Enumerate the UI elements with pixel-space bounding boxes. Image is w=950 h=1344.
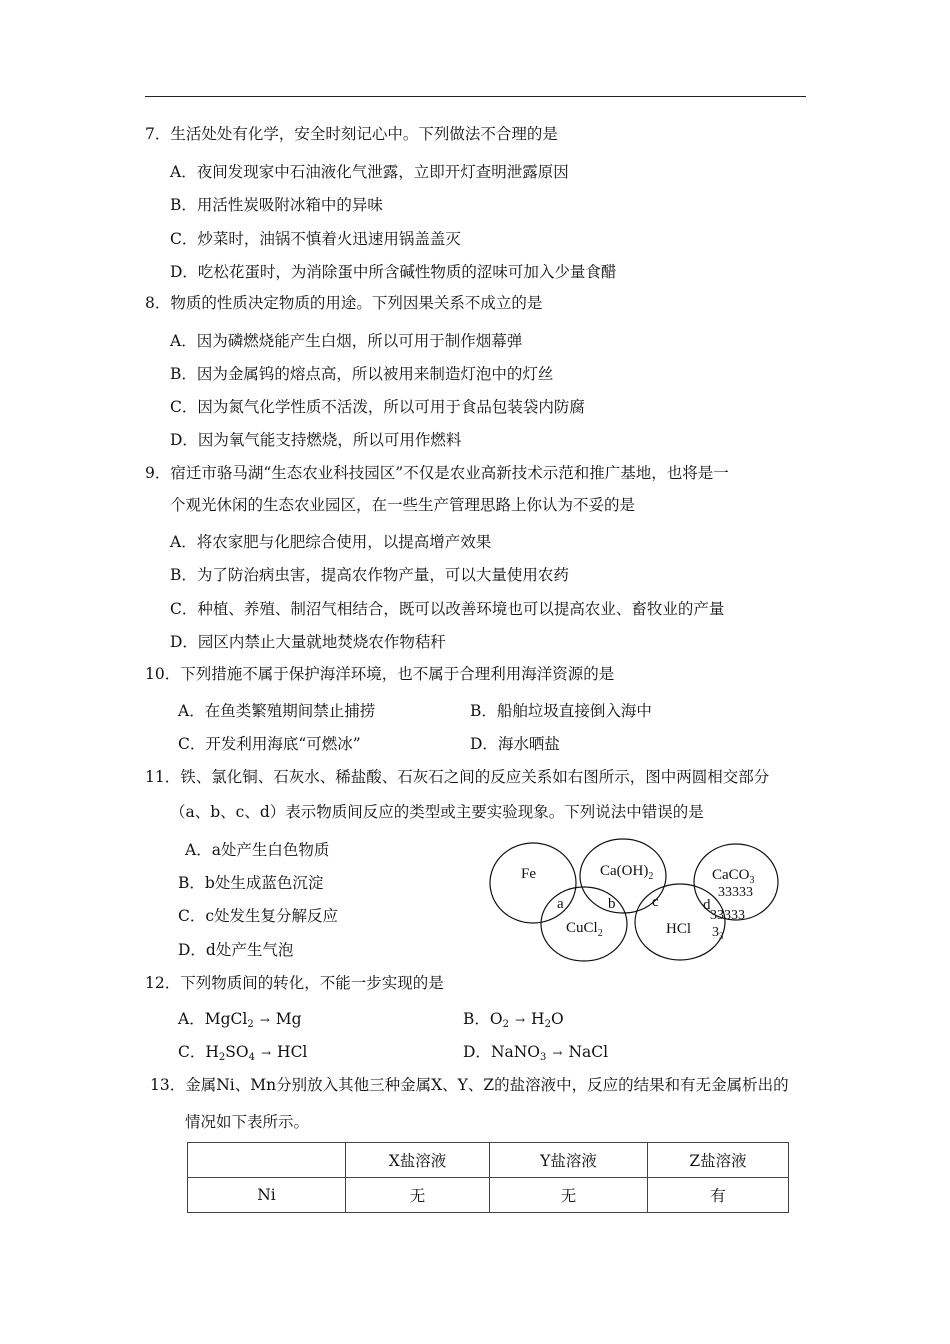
q12-option-d: D．NaNO$_3$ → NaCl [463, 1043, 609, 1063]
label-cucl2: CuCl$_2$ [566, 920, 603, 939]
label-hcl: HCl [666, 921, 692, 937]
q10-option-c: C．开发利用海底“可燃冰” [178, 735, 361, 753]
label-c: c [652, 894, 659, 910]
label-caco3-extra1: 33333 [718, 885, 753, 900]
q8-option-a: A．因为磷燃烧能产生白烟，所以可用于制作烟幕弹 [170, 332, 523, 350]
q10-stem: 10．下列措施不属于保护海洋环境，也不属于合理利用海洋资源的是 [145, 665, 615, 683]
q11-stem-line1: 11．铁、氯化铜、石灰水、稀盐酸、石灰石之间的反应关系如右图所示，图中两圆相交部分 [145, 768, 770, 786]
table-cell: Ni [188, 1178, 346, 1213]
q12-option-c: C．$H_2SO_4$ → HCl [178, 1043, 308, 1063]
arrow-icon: → [514, 1013, 526, 1027]
q11-option-b: B．b处生成蓝色沉淀 [178, 874, 324, 892]
q7-option-d: D．吃松花蛋时，为消除蛋中所含碱性物质的涩味可加入少量食醋 [170, 263, 617, 281]
label-b: b [608, 896, 616, 912]
q10-option-d: D．海水晒盐 [470, 735, 560, 753]
q11-stem-line2: （a、b、c、d）表示物质间反应的类型或主要实验现象。下列说法中错误的是 [170, 803, 704, 821]
q9-stem-line1: 9．宿迁市骆马湖“生态农业科技园区”不仅是农业高新技术示范和推广基地，也将是一 [145, 464, 729, 482]
q12-option-b: B．$O_2 \to H_2O$ [463, 1010, 564, 1030]
q9-option-c: C．种植、养殖、制沼气相结合，既可以改善环境也可以提高农业、畜牧业的产量 [170, 600, 725, 618]
q13-stem-line1: 13．金属Ni、Mn分别放入其他三种金属X、Y、Z的盐溶液中，反应的结果和有无金属析出的 [150, 1076, 789, 1094]
q8-stem: 8．物质的性质决定物质的用途。下列因果关系不成立的是 [145, 294, 543, 312]
table-header-cell: Y盐溶液 [490, 1143, 648, 1178]
q11-option-c: C．c处发生复分解反应 [178, 907, 339, 925]
q9-option-d: D．园区内禁止大量就地焚烧农作物秸秆 [170, 633, 446, 651]
q10-option-b: B．船舶垃圾直接倒入海中 [470, 702, 652, 720]
q8-option-c: C．因为氮气化学性质不活泼，所以可用于食品包装袋内防腐 [170, 398, 585, 416]
table-header-cell: X盐溶液 [346, 1143, 490, 1178]
table-header-cell: Z盐溶液 [648, 1143, 789, 1178]
label-caoh2: $Ca(OH)_2$ [600, 863, 654, 882]
reaction-circles-diagram [488, 836, 788, 964]
q8-option-b: B．因为金属钨的熔点高，所以被用来制造灯泡中的灯丝 [170, 365, 554, 383]
table-row [188, 1178, 789, 1213]
label-caco3-extra2: 33333 [710, 908, 745, 923]
label-d: d [703, 897, 711, 913]
q7-option-b: B．用活性炭吸附冰箱中的异味 [170, 196, 383, 214]
q9-option-a: A．将农家肥与化肥综合使用，以提高增产效果 [170, 533, 492, 551]
q11-option-d: D．d处产生气泡 [178, 941, 294, 959]
q9-stem-line2: 个观光休闲的生态农业园区，在一些生产管理思路上你认为不妥的是 [170, 496, 636, 514]
table-header-row [188, 1143, 789, 1178]
q13-stem-line2: 情况如下表所示。 [185, 1113, 310, 1131]
arrow-icon: → [260, 1046, 272, 1060]
label-fe: Fe [521, 866, 536, 882]
q7-option-c: C．炒菜时，油锅不慎着火迅速用锅盖盖灭 [170, 230, 461, 248]
q12-option-a: A．MgCl$_2$ → Mg [178, 1010, 302, 1030]
label-caco3: CaCO$_3$ [712, 867, 755, 886]
q8-option-d: D．因为氧气能支持燃烧，所以可用作燃料 [170, 431, 462, 449]
arrow-icon: → [552, 1046, 563, 1060]
q11-option-a: A．a处产生白色物质 [185, 841, 330, 859]
q12-stem: 12．下列物质间的转化，不能一步实现的是 [145, 974, 444, 992]
label-a: a [557, 896, 564, 912]
label-caco3-extra3: $3_3$ [712, 925, 724, 941]
q13-table [187, 1142, 789, 1213]
q7-option-a: A．夜间发现家中石油液化气泄露，立即开灯查明泄露原因 [170, 163, 569, 181]
arrow-icon: → [259, 1013, 270, 1027]
header-rule [145, 96, 806, 97]
q9-option-b: B．为了防治病虫害，提高农作物产量，可以大量使用农药 [170, 566, 569, 584]
q10-option-a: A．在鱼类繁殖期间禁止捕捞 [178, 702, 376, 720]
table-cell: 无 [490, 1178, 648, 1213]
q7-stem: 7．生活处处有化学，安全时刻记心中。下列做法不合理的是 [145, 125, 558, 143]
table-cell: 无 [346, 1178, 490, 1213]
table-header-cell [188, 1143, 346, 1178]
table-cell: 有 [648, 1178, 789, 1213]
